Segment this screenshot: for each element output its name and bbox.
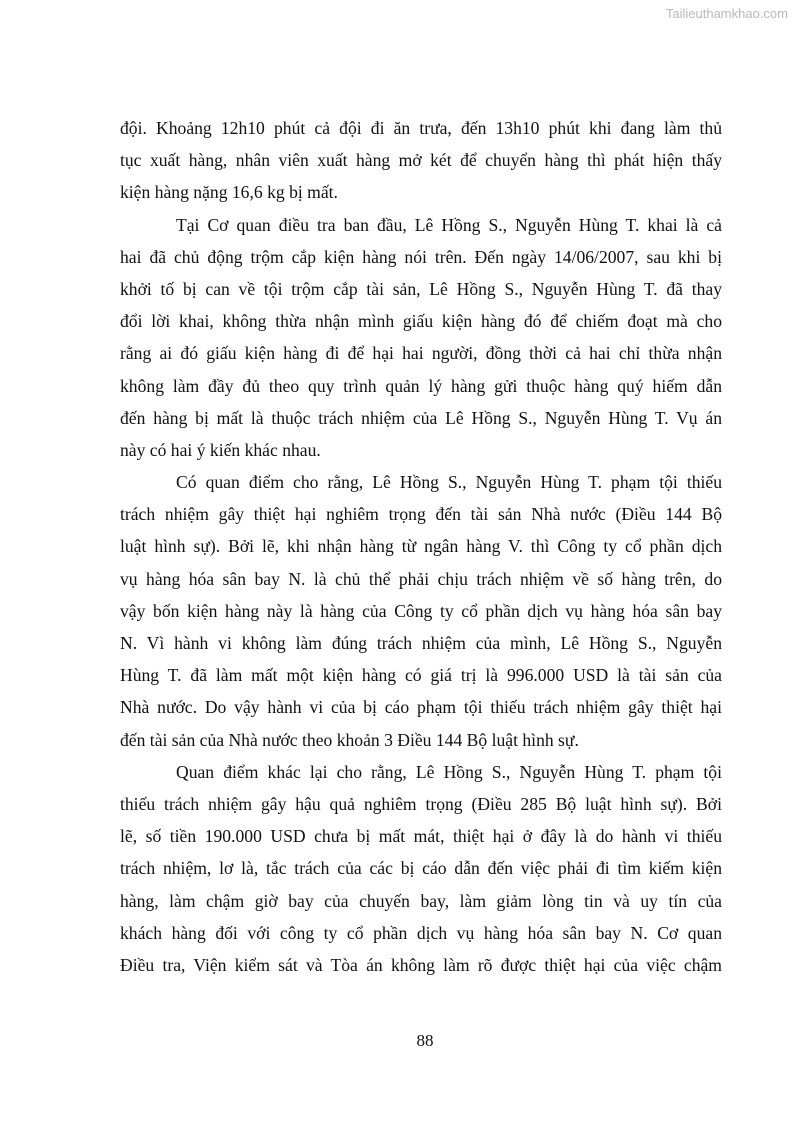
text-line: này có hai ý kiến khác nhau. [120, 439, 321, 460]
text-line: vụ hàng hóa sân bay N. là chủ thể phải chịu trách nhiệm về số hàng trên, do [120, 568, 722, 589]
text-line: đổi lời khai, không thừa nhận mình giấu kiện hàng đó để chiếm đoạt mà cho [120, 311, 722, 332]
text-line: kiện hàng nặng 16,6 kg bị mất. [120, 182, 338, 203]
paragraph [120, 112, 722, 209]
text-line: đội. Khoảng 12h10 phút cả đội đi ăn trưa, đến 13h10 phút khi đang làm thủ [120, 118, 722, 138]
text-line: Quan điểm khác lại cho rằng, Lê Hồng S., Nguyễn Hùng T. phạm tội [176, 761, 722, 782]
text-line: đến tài sản của Nhà nước theo khoản 3 Điều 144 Bộ luật hình sự. [120, 729, 579, 750]
text-line: Có quan điểm cho rằng, Lê Hồng S., Nguyễn Hùng T. phạm tội thiếu [176, 472, 722, 493]
text-line: Tại Cơ quan điều tra ban đầu, Lê Hồng S., Nguyễn Hùng T. khai là cả [176, 214, 722, 235]
text-line: rằng ai đó giấu kiện hàng đi để hại hai người, đồng thời cả hai chỉ thừa nhận [120, 343, 722, 364]
watermark: Tailieuthamkhao.com [665, 6, 788, 21]
document-body [120, 112, 722, 981]
paragraph [120, 466, 722, 756]
text-line: hàng, làm chậm giờ bay của chuyến bay, làm giảm lòng tin và uy tín của [120, 890, 722, 911]
text-line: tục xuất hàng, nhân viên xuất hàng mở két để chuyển hàng thì phát hiện thấy [120, 150, 722, 171]
text-line: hai đã chủ động trộm cắp kiện hàng nói trên. Đến ngày 14/06/2007, sau khi bị [120, 246, 722, 267]
text-line: không làm đầy đủ theo quy trình quản lý hàng gửi thuộc hàng quý hiếm dẫn [120, 375, 722, 396]
text-line: Điều tra, Viện kiểm sát và Tòa án không làm rõ được thiệt hại của việc chậm [120, 954, 722, 975]
text-line: đến hàng bị mất là thuộc trách nhiệm của Lê Hồng S., Nguyễn Hùng T. Vụ án [120, 407, 722, 428]
text-line: thiếu trách nhiệm gây hậu quả nghiêm trọng (Điều 285 Bộ luật hình sự). Bởi [120, 793, 722, 814]
text-line: khách hàng đối với công ty cổ phần dịch vụ hàng hóa sân bay N. Cơ quan [120, 922, 722, 943]
text-line: luật hình sự). Bởi lẽ, khi nhận hàng từ ngân hàng V. thì Công ty cổ phần dịch [120, 536, 722, 557]
text-line: Nhà nước. Do vậy hành vi của bị cáo phạm tội thiếu trách nhiệm gây thiệt hại [120, 697, 722, 718]
text-line: N. Vì hành vi không làm đúng trách nhiệm của mình, Lê Hồng S., Nguyễn [120, 633, 722, 653]
paragraph [120, 756, 722, 981]
text-line: Hùng T. đã làm mất một kiện hàng có giá trị là 996.000 USD là tài sản của [120, 665, 722, 686]
text-line: trách nhiệm, lơ là, tắc trách của các bị cáo dẫn đến việc phải đi tìm kiếm kiện [120, 858, 722, 879]
text-line: vậy bốn kiện hàng này là hàng của Công ty cổ phần dịch vụ hàng hóa sân bay [120, 600, 722, 621]
page-number: 88 [416, 1031, 434, 1050]
text-line: trách nhiệm gây thiệt hại nghiêm trọng đến tài sản Nhà nước (Điều 144 Bộ [120, 504, 722, 525]
text-line: lẽ, số tiền 190.000 USD chưa bị mất mát, thiệt hại ở đây là do hành vi thiếu [120, 826, 722, 847]
text-line: khởi tố bị can về tội trộm cắp tài sản, Lê Hồng S., Nguyễn Hùng T. đã thay [120, 278, 722, 299]
paragraph [120, 209, 722, 467]
